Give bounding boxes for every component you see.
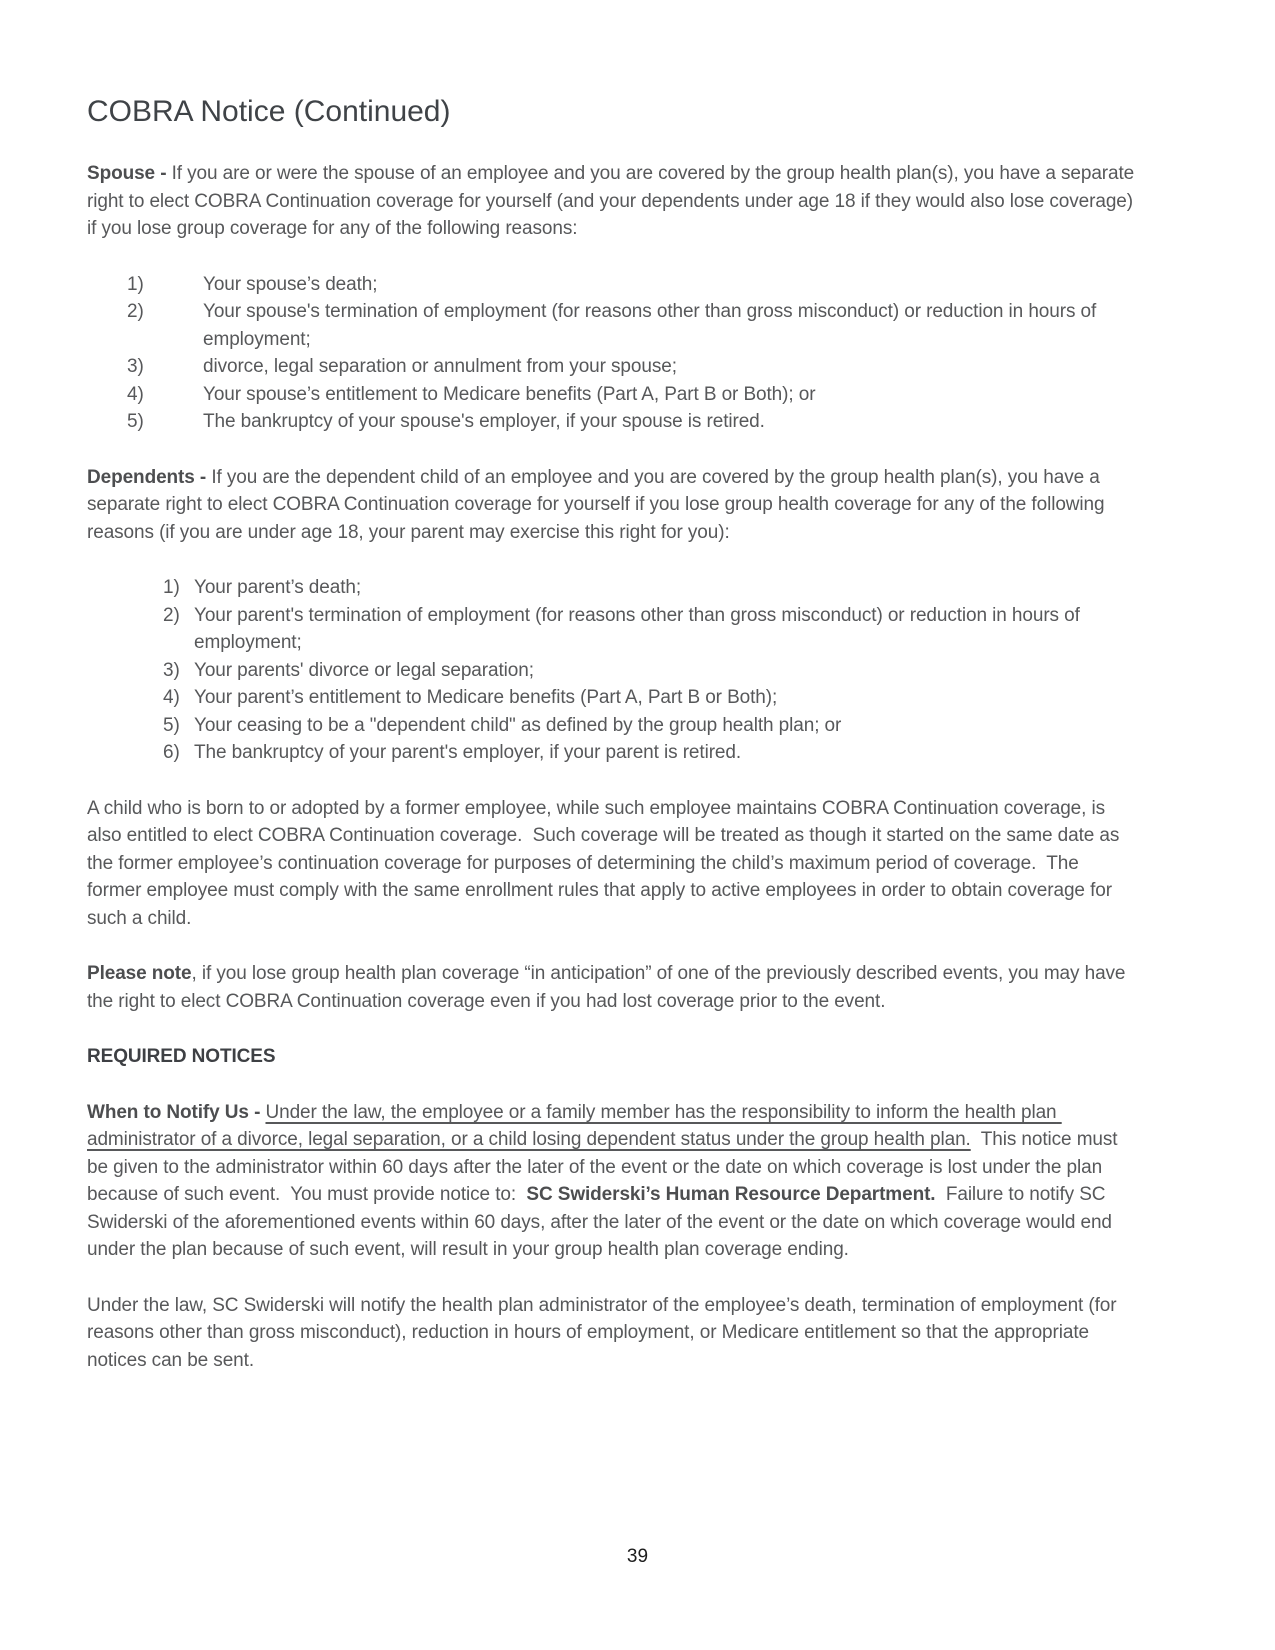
when-to-notify-paragraph [87, 1099, 1138, 1264]
list-item-number: 2) [163, 604, 180, 626]
list-item-text: Your ceasing to be a "dependent child" as defined by the group health plan; or [194, 714, 842, 736]
spouse-paragraph [87, 160, 1138, 243]
when-to-notify-body: This notice must be given to the administrator within 60 days after the later of the event or the date on which coverage is lost under the plan because of such event. You must provide notice to: [87, 1129, 1123, 1205]
please-note-paragraph [87, 960, 1138, 1015]
when-to-notify-lead: When to Notify Us - [87, 1101, 266, 1123]
when-to-notify-tail: Failure to notify SC Swiderski of the aforementioned events within 60 days, after the later of the event or the date on which coverage would end under the plan because of such event, will result in your group health plan coverage ending. [87, 1184, 1118, 1260]
list-item-text: Your spouse’s death; [203, 273, 378, 295]
list-item-number: 1) [127, 273, 144, 295]
list-item-number: 3) [163, 659, 180, 681]
list-item-number: 4) [127, 383, 144, 405]
dependents-body: If you are the dependent child of an employee and you are covered by the group health plan(s), you have a separate right to elect COBRA Continuation coverage for yourself if you lose group health coverage for any of the following reasons (if you are under age 18, your parent may exercise this right for you): [87, 466, 1110, 543]
list-item [87, 271, 1138, 299]
list-item-text: The bankruptcy of your parent's employer, if your parent is retired. [194, 742, 742, 763]
list-item-text: Your parent's termination of employment (for reasons other than gross misconduct) or reduction in hours of employment; [194, 604, 1085, 653]
page-title: COBRA Notice (Continued) [87, 95, 451, 128]
adopted-child-paragraph: A child who is born to or adopted by a former employee, while such employee maintains COBRA Continuation coverage, is also entitled to elect COBRA Continuation coverage. Such coverage will be treated as though it started on the same date as the former employee’s continuation coverage for purposes of determining the child’s maximum period of coverage. The former employee must comply with the same enrollment rules that apply to active employees in order to obtain coverage for such a child. [87, 797, 1125, 929]
spouse-lead: Spouse - [87, 163, 172, 184]
spouse-body: If you are or were the spouse of an employee and you are covered by the group health plan(s), you have a separate right to elect COBRA Continuation coverage for yourself (and your dependents under age 18 if they would also lose coverage) if you lose group coverage for any of the following reasons: [87, 163, 1140, 239]
list-item-number: 3) [127, 356, 144, 377]
list-item [87, 381, 1138, 409]
list-item [87, 684, 1138, 712]
list-item [87, 602, 1138, 657]
list-item-text: Your spouse's termination of employment (for reasons other than gross misconduct) or reduction in hours of employment; [203, 301, 1102, 350]
list-item-text: Your parent’s entitlement to Medicare benefits (Part A, Part B or Both); [194, 687, 778, 708]
list-item-number: 5) [127, 411, 144, 432]
spouse-reasons-list [87, 271, 1138, 436]
list-item [87, 739, 1138, 767]
list-item-text: Your parent’s death; [194, 577, 362, 598]
dependents-paragraph [87, 464, 1138, 547]
dependent-reasons-list [87, 574, 1138, 767]
list-item-text: Your parents' divorce or legal separation; [194, 659, 534, 681]
hr-department-bold-text: SC Swiderski’s Human Resource Department. [526, 1184, 936, 1205]
list-item-number: 2) [127, 301, 144, 322]
please-note-lead: Please note [87, 963, 192, 984]
list-item-number: 6) [163, 742, 180, 763]
when-to-notify-underlined-text: Under the law, the employee or a family member has the responsibility to inform the health plan administrator of a divorce, legal separation, or a child losing dependent status under the group health plan. [87, 1101, 1062, 1150]
list-item-number: 4) [163, 687, 180, 708]
required-notices-heading: REQUIRED NOTICES [87, 1046, 276, 1067]
page-number: 39 [626, 1546, 649, 1567]
under-the-law-paragraph: Under the law, SC Swiderski will notify the health plan administrator of the employee’s death, termination of employment (for reasons other than gross misconduct), reduction in hours of employment, or Medicare entitlement so that the appropriate notices can be sent. [87, 1294, 1122, 1371]
please-note-body: , if you lose group health plan coverage “in anticipation” of one of the previously described events, you may have the right to elect COBRA Continuation coverage even if you had lost coverage prior to the event. [87, 963, 1131, 1012]
list-item-text: The bankruptcy of your spouse's employer, if your spouse is retired. [203, 411, 765, 432]
list-item-number: 5) [163, 714, 180, 736]
dependents-lead: Dependents - [87, 466, 212, 488]
list-item [87, 657, 1138, 685]
list-item [87, 712, 1138, 740]
list-item-text: divorce, legal separation or annulment from your spouse; [203, 356, 677, 377]
list-item [87, 353, 1138, 381]
list-item [87, 298, 1138, 353]
list-item [87, 574, 1138, 602]
list-item-number: 1) [163, 577, 180, 598]
list-item [87, 408, 1138, 436]
list-item-text: Your spouse’s entitlement to Medicare benefits (Part A, Part B or Both); or [203, 383, 816, 405]
